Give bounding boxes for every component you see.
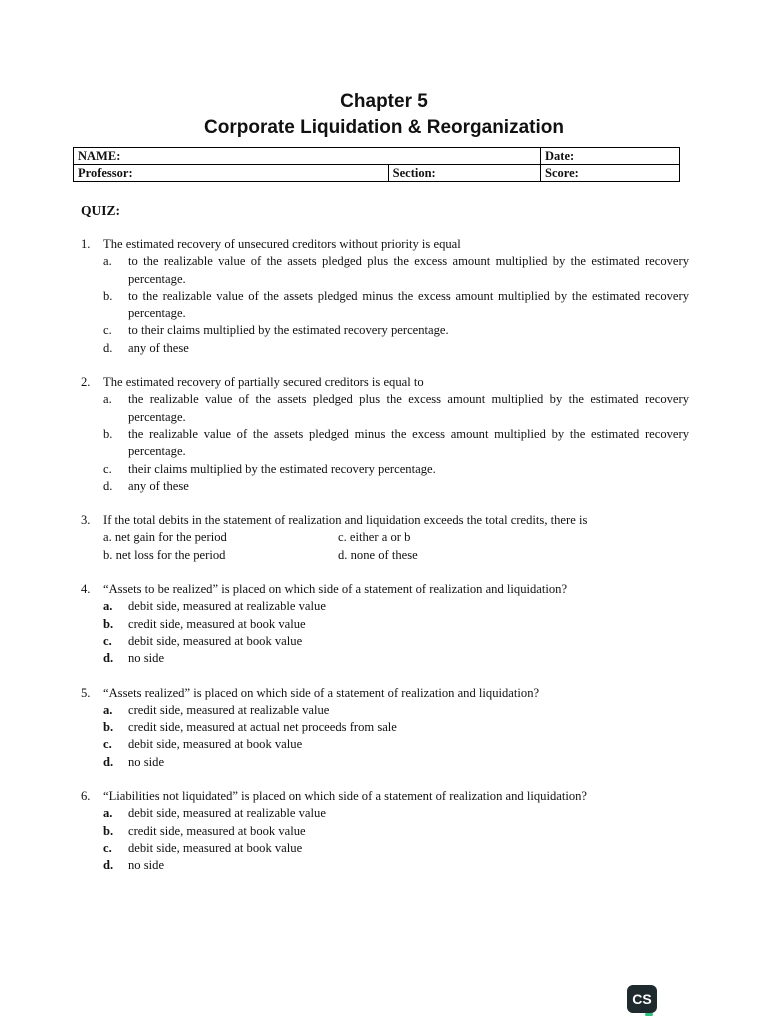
option-letter: d. <box>103 651 114 666</box>
option-text: credit side, measured at book value <box>128 616 306 631</box>
option-letter: c. <box>103 840 112 855</box>
option-text: credit side, measured at actual net proceeds from sale <box>128 720 397 735</box>
option-text: credit side, measured at book value <box>128 823 306 838</box>
option-c <box>103 633 689 650</box>
quiz-label: QUIZ: <box>81 203 121 218</box>
question-text: “Liabilities not liquidated” is placed on which side of a statement of realization and liquidation? <box>103 789 588 804</box>
option-text: to the realizable value of the assets pledged plus the excess amount multiplied by the estimated recovery percentage. <box>128 254 689 286</box>
option-b <box>103 719 689 736</box>
option-letter: d. <box>103 754 114 769</box>
option-c <box>103 322 689 339</box>
question-number: 3. <box>81 513 91 528</box>
question-5 <box>81 685 689 771</box>
question-number: 6. <box>81 789 91 804</box>
option-b <box>103 288 689 323</box>
option-letter: d. <box>103 478 113 493</box>
section-cell: Section: <box>388 165 540 182</box>
professor-cell: Professor: <box>74 165 389 182</box>
option-letter: a. <box>103 806 113 821</box>
option-text: no side <box>128 754 165 769</box>
option-letter: c. <box>103 633 112 648</box>
option-text: no side <box>128 651 165 666</box>
option-text: debit side, measured at book value <box>128 840 303 855</box>
option-letter: b. <box>103 720 114 735</box>
option-b <box>103 426 689 461</box>
option-text: no side <box>128 858 165 873</box>
option-d: d. none of these <box>338 547 418 562</box>
option-letter: a. <box>103 702 113 717</box>
option-text: to their claims multiplied by the estimated recovery percentage. <box>128 323 449 338</box>
option-letter: a. <box>103 254 112 269</box>
option-text: the realizable value of the assets pledged plus the excess amount multiplied by the estimated recovery percentage. <box>128 392 689 424</box>
question-text: “Assets realized” is placed on which side of a statement of realization and liquidation? <box>103 685 540 700</box>
question-6 <box>81 788 689 874</box>
question-text: The estimated recovery of unsecured creditors without priority is equal <box>103 237 461 251</box>
document-header <box>0 90 768 140</box>
option-letter: c. <box>103 461 112 476</box>
question-number: 2. <box>81 375 91 390</box>
question-number: 4. <box>81 582 91 597</box>
document-title: Corporate Liquidation & Reorganization <box>204 117 564 138</box>
question-2 <box>81 374 689 495</box>
question-text: “Assets to be realized” is placed on which side of a statement of realization and liquidation? <box>103 582 568 597</box>
option-c <box>103 736 689 753</box>
question-1 <box>81 236 689 357</box>
option-c: c. either a or b <box>338 530 411 545</box>
option-b <box>103 823 689 840</box>
date-cell: Date: <box>541 148 680 165</box>
option-letter: c. <box>103 323 112 338</box>
option-letter: c. <box>103 737 112 752</box>
option-text: their claims multiplied by the estimated recovery percentage. <box>128 461 436 476</box>
question-number: 1. <box>81 237 91 251</box>
option-b <box>103 616 689 633</box>
question-4 <box>81 581 689 667</box>
option-d <box>103 754 689 771</box>
option-d <box>103 478 689 495</box>
option-text: any of these <box>128 340 189 355</box>
option-letter: d. <box>103 340 113 355</box>
option-letter: d. <box>103 858 114 873</box>
option-letter: a. <box>103 392 112 407</box>
option-text: credit side, measured at realizable value <box>128 702 330 717</box>
question-text: If the total debits in the statement of realization and liquidation exceeds the total credits, there is <box>103 513 588 528</box>
option-c <box>103 461 689 478</box>
question-list <box>81 236 689 892</box>
score-cell: Score: <box>541 165 680 182</box>
option-a <box>103 253 689 288</box>
option-a <box>103 598 689 615</box>
option-text: any of these <box>128 478 189 493</box>
option-text: debit side, measured at book value <box>128 737 303 752</box>
question-text: The estimated recovery of partially secured creditors is equal to <box>103 375 424 390</box>
chapter-heading: Chapter 5 <box>340 91 428 112</box>
option-text: debit side, measured at realizable value <box>128 806 326 821</box>
name-cell: NAME: <box>74 148 541 165</box>
option-letter: b. <box>103 823 114 838</box>
option-a: a. net gain for the period <box>103 530 227 545</box>
question-number: 5. <box>81 685 91 700</box>
option-d <box>103 340 689 357</box>
option-letter: a. <box>103 599 113 614</box>
option-a <box>103 805 689 822</box>
option-c <box>103 840 689 857</box>
option-letter: b. <box>103 288 113 303</box>
option-letter: b. <box>103 426 113 441</box>
option-text: debit side, measured at realizable value <box>128 599 326 614</box>
option-d <box>103 650 689 667</box>
student-info-table <box>73 147 680 182</box>
option-a <box>103 391 689 426</box>
camscanner-logo-icon: CS <box>627 985 657 1013</box>
option-text: debit side, measured at book value <box>128 633 303 648</box>
option-text: the realizable value of the assets pledged minus the excess amount multiplied by the estimated recovery percentage. <box>128 426 689 459</box>
option-d <box>103 857 689 874</box>
question-3 <box>81 512 689 564</box>
option-b: b. net loss for the period <box>103 547 226 562</box>
option-a <box>103 702 689 719</box>
option-letter: b. <box>103 616 114 631</box>
option-text: to the realizable value of the assets pledged minus the excess amount multiplied by the estimated recovery percentage. <box>128 288 689 321</box>
